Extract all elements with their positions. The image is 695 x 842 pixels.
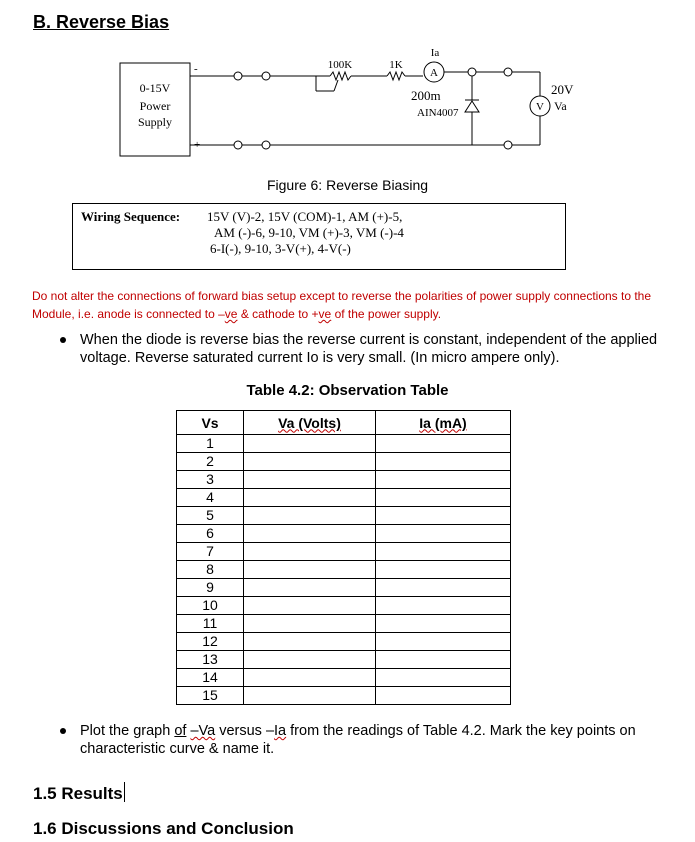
table-row <box>177 633 511 651</box>
vs-cell: 7 <box>177 543 244 561</box>
vs-cell: 13 <box>177 651 244 669</box>
note-ve-1: ve <box>224 307 238 321</box>
va-cell[interactable] <box>244 669 376 687</box>
wiring-line-1: 15V (V)-2, 15V (COM)-1, AM (+)-5, <box>207 209 403 224</box>
table-row <box>177 489 511 507</box>
vs-cell: 1 <box>177 435 244 453</box>
table-row <box>177 615 511 633</box>
vs-cell: 11 <box>177 615 244 633</box>
va-cell[interactable] <box>244 507 376 525</box>
header-vs: Vs <box>177 411 244 435</box>
va-cell[interactable] <box>244 471 376 489</box>
ia-cell[interactable] <box>376 525 511 543</box>
va-cell[interactable] <box>244 561 376 579</box>
vs-cell: 6 <box>177 525 244 543</box>
voltmeter-symbol: V <box>536 101 544 113</box>
terminal-node <box>234 72 242 80</box>
ia-cell[interactable] <box>376 597 511 615</box>
resistor-1k-label: 1K <box>389 59 403 71</box>
va-cell[interactable] <box>244 651 376 669</box>
va-cell[interactable] <box>244 597 376 615</box>
ia-cell[interactable] <box>376 579 511 597</box>
ia-cell[interactable] <box>376 615 511 633</box>
table-row <box>177 597 511 615</box>
header-va-text: Va (Volts) <box>278 414 341 431</box>
terminal-node <box>468 68 476 76</box>
ia-cell[interactable] <box>376 669 511 687</box>
va-cell[interactable] <box>244 633 376 651</box>
note-ve-2: ve <box>318 307 332 321</box>
supply-label-3: Supply <box>137 115 173 129</box>
wiring-line-2: AM (-)-6, 9-10, VM (+)-3, VM (-)-4 <box>214 225 404 240</box>
results-heading[interactable] <box>33 782 125 804</box>
table-row <box>177 561 511 579</box>
voltmeter-range-label: 20V <box>551 82 574 97</box>
ia-cell[interactable] <box>376 561 511 579</box>
terminal-node <box>262 72 270 80</box>
table-header-row <box>177 411 511 435</box>
vs-cell: 4 <box>177 489 244 507</box>
vs-cell: 8 <box>177 561 244 579</box>
header-ia <box>376 411 511 435</box>
ammeter-current-label: Ia <box>430 47 440 59</box>
vs-cell: 14 <box>177 669 244 687</box>
vs-cell: 2 <box>177 453 244 471</box>
terminal-node <box>504 141 512 149</box>
va-cell[interactable] <box>244 615 376 633</box>
vs-cell: 9 <box>177 579 244 597</box>
va-cell[interactable] <box>244 543 376 561</box>
resistor-1k <box>387 72 405 80</box>
header-va <box>244 411 376 435</box>
note-part-2: & cathode to + <box>237 307 319 321</box>
vs-cell: 5 <box>177 507 244 525</box>
resistor-100k-label: 100K <box>327 59 353 71</box>
terminal-node <box>234 141 242 149</box>
bullet-icon <box>60 337 66 343</box>
wiring-sequence-box <box>72 203 566 270</box>
plot-neg-va: –Va <box>190 723 216 739</box>
resistor-100k <box>330 72 351 80</box>
table-row <box>177 453 511 471</box>
table-row <box>177 543 511 561</box>
diode-icon <box>465 101 479 112</box>
table-row <box>177 471 511 489</box>
va-cell[interactable] <box>244 525 376 543</box>
reverse-bias-circuit <box>110 44 590 169</box>
note-part-3: of the power supply. <box>331 307 442 321</box>
vs-cell: 10 <box>177 597 244 615</box>
plot-of: of <box>174 723 187 739</box>
plot-instruction-paragraph <box>80 722 670 758</box>
ia-cell[interactable] <box>376 453 511 471</box>
supply-label-2: Power <box>139 99 171 113</box>
va-cell[interactable] <box>244 687 376 705</box>
discussion-heading: 1.6 Discussions and Conclusion <box>33 819 294 838</box>
voltmeter-va-label: Va <box>554 99 567 113</box>
table-row <box>177 651 511 669</box>
section-heading <box>33 12 169 33</box>
plot-ia: Ia <box>274 723 287 739</box>
ammeter-symbol: A <box>430 67 438 79</box>
text-cursor <box>124 782 125 802</box>
figure-caption: Figure 6: Reverse Biasing <box>266 177 429 193</box>
polarity-note <box>32 287 672 323</box>
results-heading-text: 1.5 Results <box>33 784 123 803</box>
ia-cell[interactable] <box>376 633 511 651</box>
vs-cell: 12 <box>177 633 244 651</box>
vs-cell: 3 <box>177 471 244 489</box>
table-row <box>177 435 511 453</box>
terminal-node <box>262 141 270 149</box>
va-cell[interactable] <box>244 489 376 507</box>
table-title: Table 4.2: Observation Table <box>246 382 449 399</box>
minus-terminal-label: - <box>194 63 198 75</box>
ammeter-range-label: 200m <box>411 88 441 103</box>
section-heading-text: B. Reverse Bias <box>33 12 170 32</box>
plot-part-3: from the readings of Table 4.2. Mark the key points on characteristic curve & name it. <box>80 723 636 757</box>
diode-label: AIN4007 <box>417 107 459 119</box>
ia-cell[interactable] <box>376 489 511 507</box>
observation-table <box>176 410 511 705</box>
table-row <box>177 669 511 687</box>
note-part-1: Do not alter the connections of forward bias setup except to reverse the polarities of power supply connections to the Module, i.e. anode is connected to – <box>32 289 652 321</box>
ia-cell[interactable] <box>376 435 511 453</box>
ia-cell[interactable] <box>376 471 511 489</box>
table-row <box>177 507 511 525</box>
table-row <box>177 687 511 705</box>
bullet-icon <box>60 728 66 734</box>
va-cell[interactable] <box>244 579 376 597</box>
table-row <box>177 525 511 543</box>
ia-cell[interactable] <box>376 651 511 669</box>
plot-part-1: Plot the graph <box>80 723 175 739</box>
ia-cell[interactable] <box>376 687 511 705</box>
ia-cell[interactable] <box>376 507 511 525</box>
va-cell[interactable] <box>244 453 376 471</box>
plus-terminal-label: + <box>194 139 201 151</box>
header-ia-text: Ia (mA) <box>419 414 467 431</box>
supply-label-1: 0-15V <box>139 81 171 95</box>
wiring-label: Wiring Sequence: <box>81 209 181 224</box>
wiring-line-3: 6-I(-), 9-10, 3-V(+), 4-V(-) <box>210 241 351 256</box>
va-cell[interactable] <box>244 435 376 453</box>
reverse-current-paragraph: When the diode is reverse bias the reverse current is constant, independent of the applied voltage. Reverse saturated current Io is very small. (In micro ampere only). <box>80 332 658 366</box>
table-row <box>177 579 511 597</box>
terminal-node <box>504 68 512 76</box>
vs-cell: 15 <box>177 687 244 705</box>
ia-cell[interactable] <box>376 543 511 561</box>
plot-part-2: versus – <box>215 723 275 739</box>
